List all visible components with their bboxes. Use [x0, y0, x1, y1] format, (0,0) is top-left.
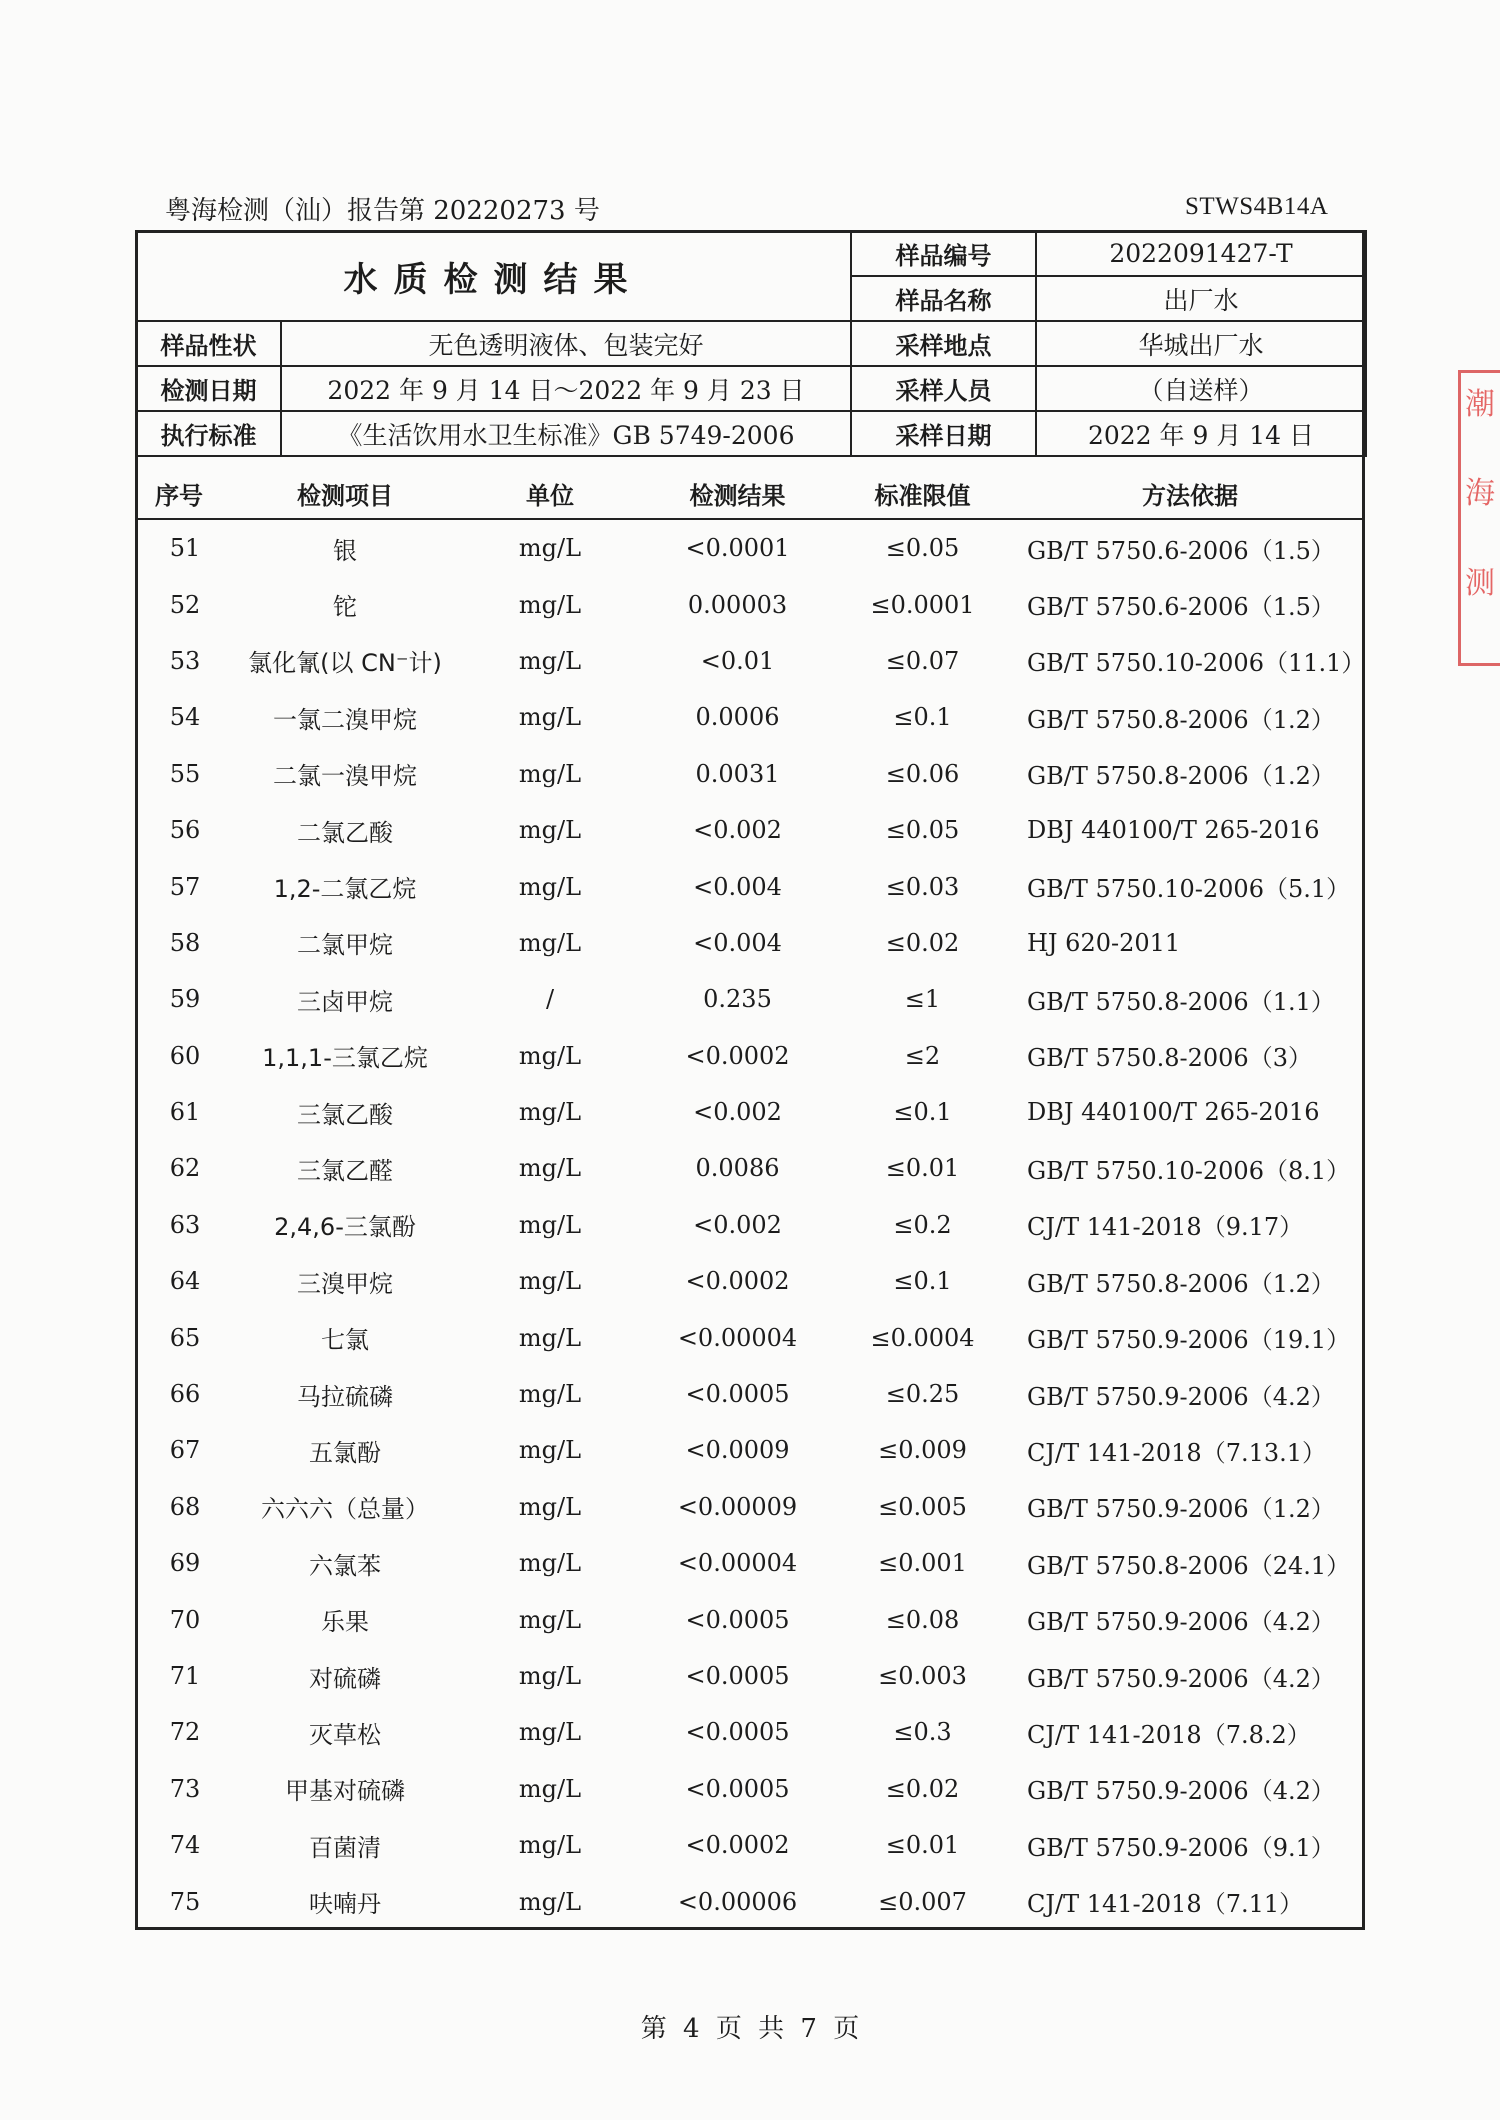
cell-result: <0.00006 [677, 1887, 798, 1916]
property-label: 样品性状 [136, 321, 281, 366]
results-header-row [135, 468, 1365, 519]
location-label: 采样地点 [851, 321, 1036, 366]
cell-limit: ≤0.007 [878, 1887, 967, 1916]
cell-seq: 71 [169, 1662, 201, 1690]
cell-result: <0.002 [693, 816, 782, 845]
cell-limit: ≤0.25 [885, 1380, 960, 1409]
cell-unit: mg/L [518, 1549, 582, 1578]
cell-limit: ≤0.001 [878, 1549, 967, 1578]
page-footer: 第 4 页 共 7 页 [640, 2014, 860, 2044]
cell-limit: ≤0.009 [878, 1436, 967, 1465]
standard-value: 《生活饮用水卫生标准》GB 5749-2006 [281, 411, 851, 456]
cell-method: GB/T 5750.9-2006（4.2） [1027, 1608, 1335, 1637]
table-row [135, 1591, 1365, 1647]
cell-result: <0.01 [700, 646, 775, 675]
cell-limit: ≤0.0001 [870, 590, 975, 619]
cell-unit: mg/L [518, 1210, 582, 1239]
cell-method: DBJ 440100/T 265-2016 [1027, 1098, 1320, 1127]
cell-item: 二氯甲烷 [297, 931, 393, 960]
sample-name-label: 样品名称 [851, 276, 1036, 321]
table-row [135, 1084, 1365, 1140]
col-result: 检测结果 [645, 468, 830, 519]
cell-method: GB/T 5750.8-2006（1.2） [1027, 762, 1335, 791]
cell-result: <0.00009 [677, 1492, 798, 1521]
table-row [135, 519, 1365, 576]
cell-result: <0.0002 [685, 1041, 790, 1070]
seal-char: 测 [1465, 566, 1495, 601]
cell-seq: 70 [169, 1605, 201, 1634]
cell-seq: 53 [169, 646, 201, 675]
cell-unit: mg/L [518, 1887, 582, 1916]
table-row [135, 746, 1365, 802]
cell-result: 0.0086 [695, 1154, 780, 1183]
cell-seq: 54 [169, 703, 201, 732]
table-row [135, 1761, 1365, 1817]
cell-unit: mg/L [518, 872, 582, 901]
cell-limit: ≤0.1 [893, 703, 952, 732]
sample-no-label: 样品编号 [851, 231, 1036, 276]
cell-item: 三溴甲烷 [297, 1269, 393, 1298]
cell-item: 1,1,1-三氯乙烷 [262, 1044, 428, 1073]
cell-result: 0.0031 [695, 759, 780, 788]
cell-method: CJ/T 141-2018（9.17） [1027, 1213, 1304, 1242]
cell-unit: mg/L [518, 590, 582, 619]
cell-seq: 57 [169, 872, 201, 901]
cell-method: DBJ 440100/T 265-2016 [1027, 816, 1320, 845]
cell-method: GB/T 5750.9-2006（4.2） [1027, 1777, 1335, 1806]
cell-unit: mg/L [518, 1154, 582, 1183]
cell-method: GB/T 5750.9-2006（9.1） [1027, 1833, 1335, 1862]
test-date-label: 检测日期 [136, 366, 281, 411]
cell-method: GB/T 5750.8-2006（24.1） [1027, 1551, 1351, 1580]
report-number: 粤海检测（汕）报告第 20220273 号 [165, 196, 600, 226]
cell-unit: mg/L [518, 646, 582, 675]
cell-unit: mg/L [518, 1662, 582, 1690]
cell-unit: mg/L [518, 1718, 582, 1747]
cell-item: 六六六（总量） [261, 1495, 429, 1524]
cell-method: GB/T 5750.8-2006（1.2） [1027, 1269, 1335, 1298]
cell-result: <0.0009 [685, 1436, 790, 1465]
cell-result: 0.0006 [695, 703, 780, 732]
cell-limit: ≤0.02 [885, 928, 960, 957]
cell-item: 三氯乙醛 [297, 1156, 393, 1185]
cell-unit: mg/L [518, 1436, 582, 1465]
cell-item: 银 [333, 536, 357, 565]
cell-result: <0.0005 [685, 1605, 790, 1634]
table-row [135, 1028, 1365, 1084]
cell-result: <0.002 [693, 1098, 782, 1127]
cell-seq: 59 [169, 985, 201, 1014]
cell-limit: ≤0.2 [893, 1210, 952, 1239]
cell-item: 对硫磷 [309, 1664, 381, 1693]
cell-limit: ≤0.003 [878, 1662, 967, 1690]
cell-limit: ≤0.08 [885, 1605, 960, 1634]
table-row [135, 1309, 1365, 1365]
cell-item: 二氯一溴甲烷 [273, 762, 417, 791]
cell-item: 2,4,6-三氯酚 [274, 1213, 416, 1242]
page-title: 水质检测结果 [136, 231, 851, 321]
cell-seq: 52 [169, 590, 201, 619]
cell-method: GB/T 5750.10-2006（5.1） [1027, 875, 1351, 904]
cell-limit: ≤0.05 [885, 816, 960, 845]
col-method: 方法依据 [1015, 468, 1365, 519]
table-row [135, 1648, 1365, 1704]
table-row [135, 915, 1365, 971]
info-table [135, 230, 1367, 457]
cell-seq: 51 [169, 534, 201, 563]
cell-limit: ≤0.0004 [870, 1323, 975, 1352]
table-row [135, 802, 1365, 858]
table-row [135, 1366, 1365, 1422]
cell-item: 三氯乙酸 [297, 1100, 393, 1129]
table-row [135, 1817, 1365, 1873]
cell-unit: mg/L [518, 1605, 582, 1634]
cell-item: 二氯乙酸 [297, 818, 393, 847]
sample-name-value: 出厂水 [1036, 276, 1366, 321]
cell-seq: 74 [169, 1831, 201, 1860]
cell-item: 五氯酚 [309, 1438, 381, 1467]
cell-limit: ≤0.06 [885, 759, 960, 788]
cell-unit: mg/L [518, 1831, 582, 1860]
cell-result: <0.0001 [685, 534, 790, 563]
table-row [135, 1422, 1365, 1478]
cell-unit: mg/L [518, 1267, 582, 1296]
cell-seq: 73 [169, 1774, 201, 1803]
cell-unit: mg/L [518, 534, 582, 563]
cell-result: <0.002 [693, 1210, 782, 1239]
cell-result: 0.235 [703, 985, 772, 1014]
standard-label: 执行标准 [136, 411, 281, 456]
cell-method: GB/T 5750.6-2006（1.5） [1027, 536, 1335, 565]
cell-result: <0.0005 [685, 1774, 790, 1803]
cell-seq: 62 [169, 1154, 201, 1183]
property-value: 无色透明液体、包装完好 [281, 321, 851, 366]
cell-seq: 61 [169, 1098, 201, 1127]
cell-seq: 68 [169, 1492, 201, 1521]
cell-result: <0.00004 [677, 1323, 798, 1352]
col-seq: 序号 [135, 468, 235, 519]
cell-seq: 58 [169, 928, 201, 957]
results-body [135, 519, 1365, 1930]
cell-method: GB/T 5750.9-2006（4.2） [1027, 1664, 1335, 1693]
cell-limit: ≤0.1 [893, 1098, 952, 1127]
table-row [135, 1197, 1365, 1253]
cell-item: 百菌清 [309, 1833, 381, 1862]
cell-method: GB/T 5750.8-2006（1.2） [1027, 705, 1335, 734]
cell-method: HJ 620-2011 [1027, 928, 1181, 957]
cell-seq: 75 [169, 1887, 201, 1916]
cell-seq: 69 [169, 1549, 201, 1578]
cell-method: GB/T 5750.10-2006（8.1） [1027, 1156, 1351, 1185]
cell-result: <0.0005 [685, 1380, 790, 1409]
cell-item: 乐果 [321, 1608, 369, 1637]
cell-limit: ≤0.1 [893, 1267, 952, 1296]
cell-limit: ≤0.02 [885, 1774, 960, 1803]
cell-item: 六氯苯 [309, 1551, 381, 1580]
cell-unit: mg/L [518, 1323, 582, 1352]
report-code: STWS4B14A [1185, 193, 1329, 220]
cell-result: <0.0002 [685, 1267, 790, 1296]
cell-unit: / [545, 985, 555, 1014]
table-row [135, 689, 1365, 745]
cell-unit: mg/L [518, 1380, 582, 1409]
cell-result: <0.0005 [685, 1662, 790, 1690]
cell-unit: mg/L [518, 703, 582, 732]
cell-item: 灭草松 [309, 1720, 381, 1749]
cell-item: 一氯二溴甲烷 [273, 705, 417, 734]
table-row [135, 1873, 1365, 1929]
cell-item: 马拉硫磷 [297, 1382, 393, 1411]
cell-seq: 65 [169, 1323, 201, 1352]
cell-seq: 66 [169, 1380, 201, 1409]
col-limit: 标准限值 [830, 468, 1015, 519]
seal-stamp [1458, 370, 1500, 666]
cell-item: 铊 [333, 593, 357, 622]
cell-unit: mg/L [518, 928, 582, 957]
cell-method: GB/T 5750.9-2006（1.2） [1027, 1495, 1335, 1524]
results-table [135, 468, 1365, 1930]
test-date-value: 2022 年 9 月 14 日～2022 年 9 月 23 日 [281, 366, 851, 411]
cell-method: GB/T 5750.9-2006（4.2） [1027, 1382, 1335, 1411]
cell-seq: 56 [169, 816, 201, 845]
table-row [135, 971, 1365, 1027]
table-row [135, 1704, 1365, 1760]
cell-seq: 55 [169, 759, 201, 788]
cell-unit: mg/L [518, 1098, 582, 1127]
sample-no-value: 2022091427-T [1036, 231, 1366, 276]
cell-limit: ≤0.07 [885, 646, 960, 675]
cell-method: GB/T 5750.8-2006（1.1） [1027, 987, 1335, 1016]
cell-limit: ≤0.01 [885, 1831, 960, 1860]
cell-result: <0.004 [693, 928, 782, 957]
cell-seq: 63 [169, 1210, 201, 1239]
cell-method: CJ/T 141-2018（7.11） [1027, 1890, 1304, 1919]
cell-item: 1,2-二氯乙烷 [273, 875, 417, 904]
seal-char: 潮 [1465, 387, 1495, 422]
col-item: 检测项目 [235, 468, 455, 519]
cell-method: CJ/T 141-2018（7.8.2） [1027, 1720, 1311, 1749]
sample-date-label: 采样日期 [851, 411, 1036, 456]
cell-unit: mg/L [518, 1041, 582, 1070]
cell-item: 呋喃丹 [309, 1890, 381, 1919]
cell-limit: ≤0.03 [885, 872, 960, 901]
cell-unit: mg/L [518, 1774, 582, 1803]
cell-unit: mg/L [518, 1492, 582, 1521]
cell-method: GB/T 5750.9-2006（19.1） [1027, 1326, 1351, 1355]
cell-limit: ≤0.3 [893, 1718, 952, 1747]
cell-limit: ≤2 [904, 1041, 941, 1070]
cell-limit: ≤0.01 [885, 1154, 960, 1183]
sample-date-value: 2022 年 9 月 14 日 [1036, 411, 1366, 456]
cell-result: <0.00004 [677, 1549, 798, 1578]
cell-limit: ≤0.05 [885, 534, 960, 563]
cell-item: 三卤甲烷 [297, 987, 393, 1016]
sampler-value: （自送样） [1036, 366, 1366, 411]
location-value: 华城出厂水 [1036, 321, 1366, 366]
cell-method: CJ/T 141-2018（7.13.1） [1027, 1438, 1327, 1467]
cell-seq: 60 [169, 1041, 201, 1070]
col-unit: 单位 [455, 468, 645, 519]
seal-char: 海 [1465, 476, 1495, 511]
table-row [135, 633, 1365, 689]
table-row [135, 1535, 1365, 1591]
sampler-label: 采样人员 [851, 366, 1036, 411]
table-row [135, 576, 1365, 632]
cell-result: <0.004 [693, 872, 782, 901]
cell-seq: 64 [169, 1267, 201, 1296]
cell-item: 氯化氰(以 CN⁻计) [248, 649, 442, 678]
cell-result: <0.0005 [685, 1718, 790, 1747]
cell-result: <0.0002 [685, 1831, 790, 1860]
cell-unit: mg/L [518, 759, 582, 788]
cell-method: GB/T 5750.10-2006（11.1） [1027, 649, 1366, 678]
cell-seq: 72 [169, 1718, 201, 1747]
cell-limit: ≤0.005 [878, 1492, 967, 1521]
cell-limit: ≤1 [904, 985, 941, 1014]
cell-result: 0.00003 [687, 590, 788, 619]
cell-seq: 67 [169, 1436, 201, 1465]
table-row [135, 1253, 1365, 1309]
cell-method: GB/T 5750.6-2006（1.5） [1027, 593, 1335, 622]
table-row [135, 1140, 1365, 1196]
table-row [135, 858, 1365, 914]
cell-item: 甲基对硫磷 [285, 1777, 405, 1806]
table-row [135, 1479, 1365, 1535]
cell-method: GB/T 5750.8-2006（3） [1027, 1044, 1312, 1073]
cell-unit: mg/L [518, 816, 582, 845]
cell-item: 七氯 [321, 1326, 369, 1355]
